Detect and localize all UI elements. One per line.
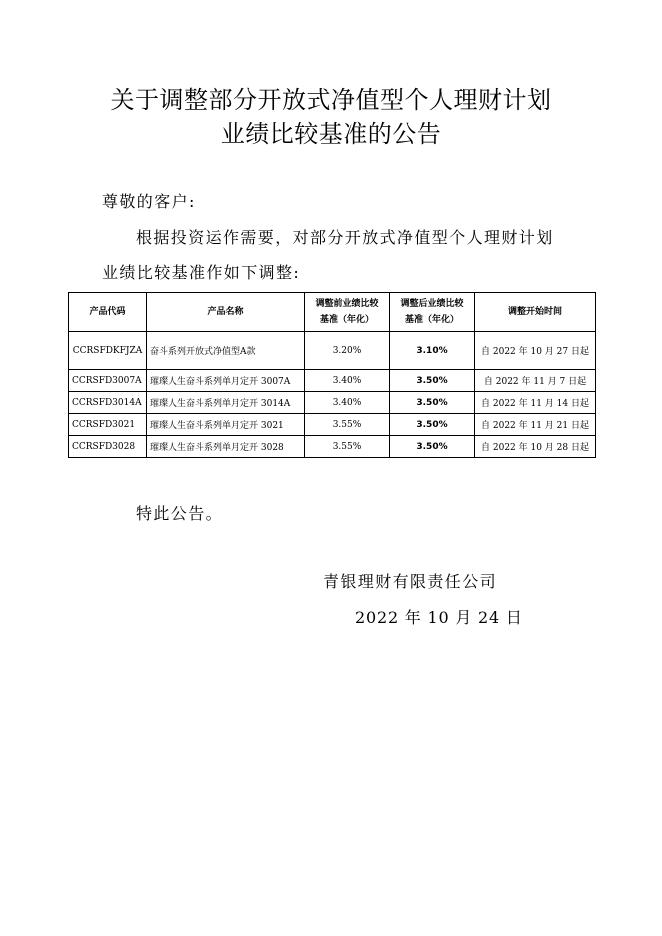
header-benchmark-after [390, 293, 475, 332]
header-benchmark-after-line-1: 调整后业绩比较 [400, 299, 464, 309]
cell-product-code: CCRSFD3014A [69, 392, 147, 414]
cell-product-name: 璀璨人生奋斗系列单月定开 3007A [147, 370, 305, 392]
cell-start-time: 自 2022 年 11 月 21 日起 [475, 414, 596, 436]
cell-product-name: 璀璨人生奋斗系列单月定开 3014A [147, 392, 305, 414]
adjustment-table [68, 292, 596, 458]
announcement-title-line-1: 关于调整部分开放式净值型个人理财计划 [110, 86, 552, 114]
announcement-title-line-2: 业绩比较基准的公告 [220, 120, 442, 148]
table-row [69, 370, 596, 392]
cell-benchmark-before: 3.40% [305, 392, 390, 414]
body-text-line-2: 业绩比较基准作如下调整: [102, 263, 301, 282]
cell-start-time: 自 2022 年 10 月 27 日起 [475, 332, 596, 370]
cell-product-name: 璀璨人生奋斗系列单月定开 3028 [147, 436, 305, 458]
signature-company: 青银理财有限责任公司 [323, 572, 498, 591]
cell-benchmark-before: 3.40% [305, 370, 390, 392]
table-row [69, 392, 596, 414]
header-benchmark-after-line-2: 基准（年化） [404, 315, 459, 325]
greeting: 尊敬的客户: [102, 192, 196, 211]
cell-benchmark-after: 3.50% [390, 436, 475, 458]
cell-product-code: CCRSFD3007A [69, 370, 147, 392]
cell-benchmark-before: 3.55% [305, 414, 390, 436]
header-product-name: 产品名称 [147, 293, 305, 332]
table-row [69, 332, 596, 370]
cell-product-name: 奋斗系列开放式净值型A款 [147, 332, 305, 370]
cell-start-time: 自 2022 年 10 月 28 日起 [475, 436, 596, 458]
table-row [69, 414, 596, 436]
body-text-line-1: 根据投资运作需要，对部分开放式净值型个人理财计划 [136, 228, 554, 247]
cell-start-time: 自 2022 年 11 月 7 日起 [475, 370, 596, 392]
cell-product-name: 璀璨人生奋斗系列单月定开 3021 [147, 414, 305, 436]
cell-benchmark-after: 3.50% [390, 414, 475, 436]
table-header-row [69, 293, 596, 332]
signature-date: 2022 年 10 月 24 日 [355, 608, 523, 627]
cell-benchmark-after: 3.50% [390, 392, 475, 414]
cell-product-code: CCRSFD3028 [69, 436, 147, 458]
cell-start-time: 自 2022 年 11 月 14 日起 [475, 392, 596, 414]
cell-product-code: CCRSFDKFJZA [69, 332, 147, 370]
cell-benchmark-before: 3.55% [305, 436, 390, 458]
header-start-time: 调整开始时间 [475, 293, 596, 332]
header-product-code: 产品代码 [69, 293, 147, 332]
cell-benchmark-before: 3.20% [305, 332, 390, 370]
cell-benchmark-after: 3.50% [390, 370, 475, 392]
header-benchmark-before-line-2: 基准（年化） [319, 315, 374, 325]
header-benchmark-before [305, 293, 390, 332]
closing-text: 特此公告。 [136, 504, 224, 523]
cell-product-code: CCRSFD3021 [69, 414, 147, 436]
header-benchmark-before-line-1: 调整前业绩比较 [315, 299, 379, 309]
table-row [69, 436, 596, 458]
cell-benchmark-after: 3.10% [390, 332, 475, 370]
